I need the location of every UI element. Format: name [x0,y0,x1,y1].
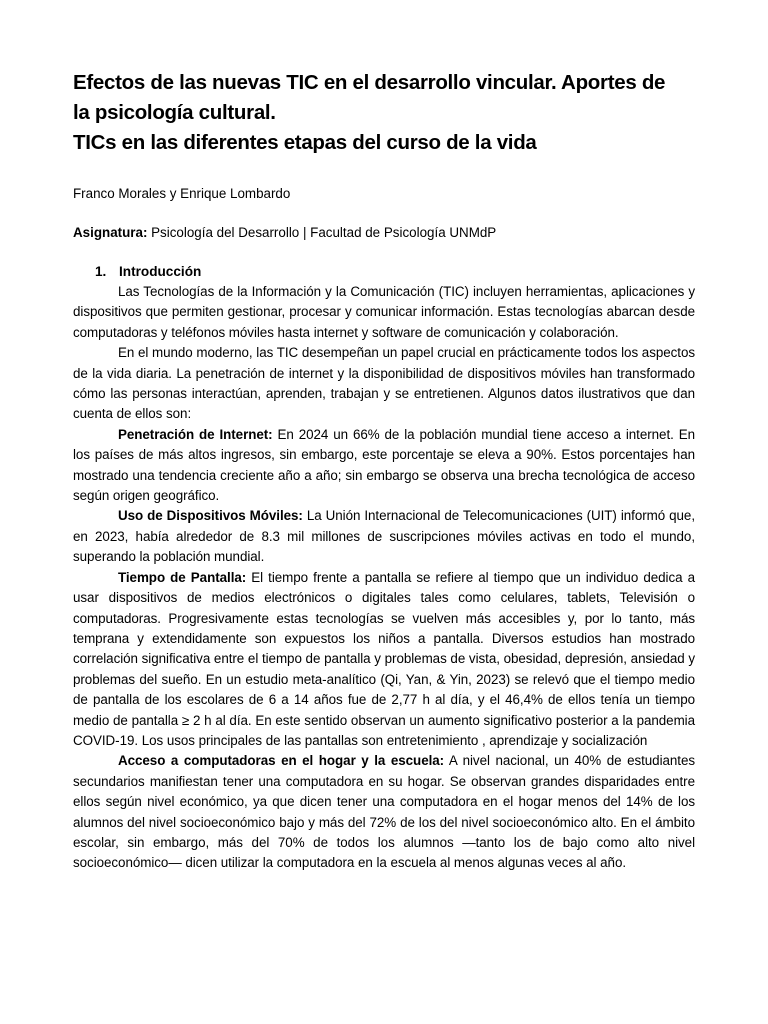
paragraph [73,282,695,343]
paragraph-lead: Tiempo de Pantalla: [118,569,247,585]
paragraph-lead: Uso de Dispositivos Móviles: [118,508,303,524]
authors-line: Franco Morales y Enrique Lombardo [73,186,291,201]
section-body [73,282,695,874]
document-title [73,68,695,158]
section-number: 1. [95,264,107,279]
paragraph-text: En el mundo moderno, las TIC desempeñan un papel crucial en prácticamente todos los aspectos de la vida diaria. La penetración de internet y la disponibilidad de dispositivos móviles han transformado cómo las personas interactúan, aprenden, trabajan y se entretienen. Algunos datos ilustrativos que dan cuenta de ellos son: [73,345,695,422]
paragraph [73,506,695,567]
paragraph-lead: Acceso a computadoras en el hogar y la escuela: [118,753,445,769]
paragraph-lead: Penetración de Internet: [118,426,273,442]
paragraph-text: La Unión Internacional de Telecomunicaciones (UIT) informó que, en 2023, había alrededor de 8.3 mil millones de suscripciones móviles activas en todo el mundo, superando la población mundial. [73,508,695,565]
subject-label: Asignatura: [73,225,148,240]
paragraph-text: A nivel nacional, un 40% de estudiantes secundarios manifiestan tener una computadora en su hogar. Se observan grandes disparidades entre ellos según nivel económico, ya que dicen tener una computadora en el hogar menos del 14% de los alumnos del nivel socioeconómico bajo y más del 72% de los del nivel socioeconómico alto. En el ámbito escolar, sin embargo, más del 70% de todos los alumnos —tanto los de bajo como alto nivel socioeconómico— dicen utilizar la computadora en la escuela al menos algunas veces al año. [73,753,696,871]
section-title: Introducción [119,264,202,279]
paragraph [73,568,695,752]
paragraph-text: Las Tecnologías de la Información y la Comunicación (TIC) incluyen herramientas, aplicaciones y dispositivos que permiten gestionar, procesar y comunicar información. Estas tecnologías abarcan desde computadoras y teléfonos móviles hasta internet y software de comunicación y colaboración. [73,284,695,340]
subject-value: Psicología del Desarrollo | Facultad de Psicología UNMdP [147,225,497,240]
section-heading [73,262,695,282]
title-line-1: Efectos de las nuevas TIC en el desarrollo vincular. Aportes de [73,71,666,94]
paragraph-text: En 2024 un 66% de la población mundial tiene acceso a internet. En los países de más altos ingresos, sin embargo, este porcentaje se eleva a 90%. Estos porcentajes han mostrado una tendencia creciente año a año; sin embargo se observa una brecha tecnológica de acceso según origen geográfico. [73,426,695,504]
document-page [73,68,695,874]
subject-line [73,223,695,243]
paragraph [73,343,695,425]
title-line-3: TICs en las diferentes etapas del curso de la vida [73,131,537,154]
paragraph [73,425,695,507]
title-line-2: la psicología cultural. [73,101,276,124]
paragraph [73,751,695,873]
paragraph-text: El tiempo frente a pantalla se refiere al tiempo que un individuo dedica a usar dispositivos de medios electrónicos o digitales tales como celulares, tablets, Televisión o computadoras. Progresivamente estas tecnologías se vuelven más accesibles y, por lo tanto, más temprana y extendidamente son expuestos los niños a pantalla. Diversos estudios han mostrado correlación significativa entre el tiempo de pantalla y problemas de vista, obesidad, depresión, ansiedad y problemas del sueño. En un estudio meta-analítico (Qi, Yan, & Yin, 2023) se relevó que el tiempo medio de pantalla de los escolares de 6 a 14 años fue de 2,77 h al día, y el 46,4% de ellos tenía un tiempo medio de pantalla ≥ 2 h al día. En este sentido observan un aumento significativo posterior a la pandemia COVID-19. Los usos principales de las pantallas son entretenimiento , aprendizaje y socialización [73,569,695,748]
